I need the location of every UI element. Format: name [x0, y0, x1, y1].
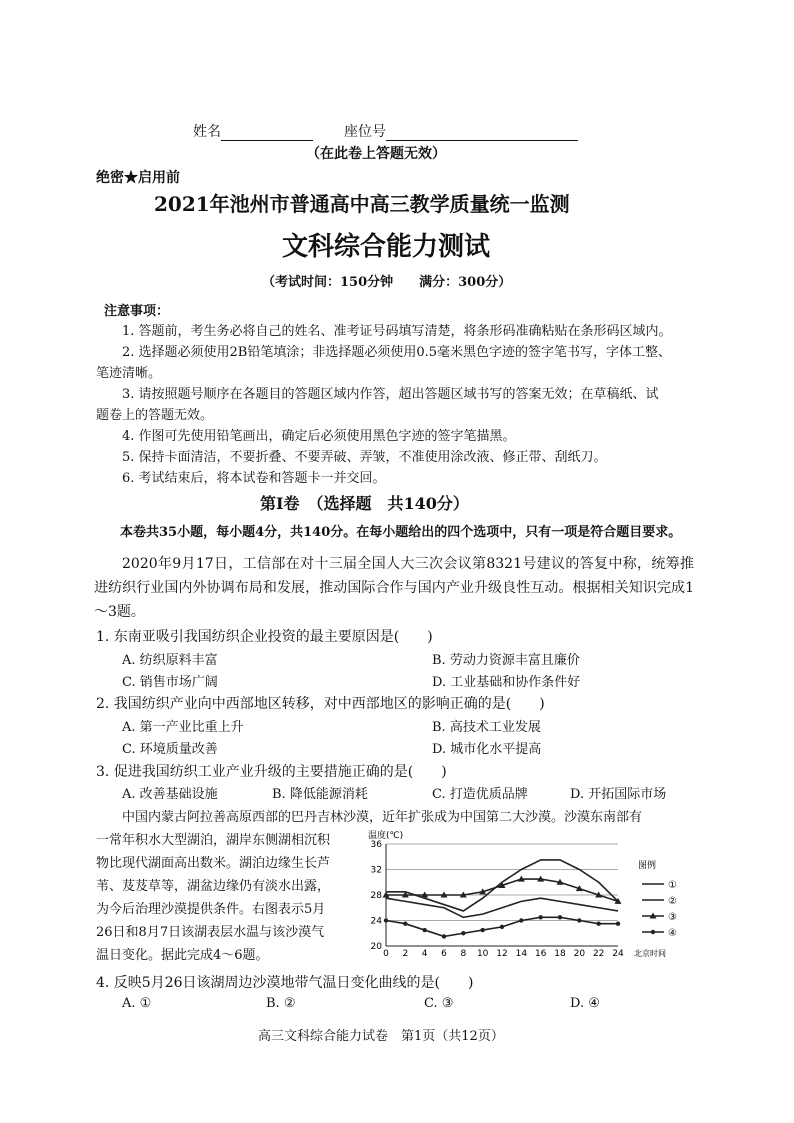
notice-item: 2. 选择题必须使用2B铅笔填涂；非选择题必须使用0.5毫米黑色字迹的签字笔书写，字体工整、 — [122, 345, 672, 360]
chart-legend-label: ④ — [668, 928, 677, 939]
chart-point — [422, 928, 426, 932]
notice-item: 题卷上的答题无效。 — [96, 408, 214, 423]
question-3-option-b[interactable]: B. 降低能源消耗 — [272, 787, 368, 802]
question-4-stem: 4. 反映5月26日该湖周边沙漠地带气温日变化曲线的是( ) — [96, 975, 474, 991]
chart-point — [558, 915, 562, 919]
temperature-chart — [362, 826, 692, 966]
question-1-option-a[interactable]: A. 纺织原料丰富 — [122, 653, 218, 668]
chart-legend-marker — [651, 930, 655, 934]
notice-item: 6. 考试结束后，将本试卷和答题卡一并交回。 — [122, 471, 386, 486]
chart-point — [538, 915, 542, 919]
page-footer: 高三文科综合能力试卷 第1页（共12页） — [258, 1029, 504, 1044]
seat-label: 座位号 — [344, 124, 386, 140]
chart-x-tick-label: 6 — [441, 949, 447, 959]
passage-lake-line: 为今后治理沙漠提供条件。右图表示5月 — [96, 902, 326, 917]
chart-x-tick-label: 10 — [476, 949, 489, 959]
question-4-option-d[interactable]: D. ④ — [570, 996, 600, 1011]
chart-x-tick-label: 16 — [534, 949, 547, 959]
chart-point — [616, 921, 620, 925]
chart-x-tick-label: 14 — [515, 949, 528, 959]
passage-lake-line: 物比现代湖面高出数米。湖泊边缘生长芦 — [96, 856, 331, 871]
chart-legend-label: ③ — [668, 912, 677, 923]
name-field[interactable] — [193, 121, 313, 141]
chart-legend-title: 图例 — [638, 861, 657, 871]
notice-item: 5. 保持卡面清洁，不要折叠、不要弄破、弄皱，不准使用涂改液、修正带、刮纸刀。 — [122, 450, 607, 465]
secret-mark: 绝密★启用前 — [96, 170, 180, 186]
question-1-option-d[interactable]: D. 工业基础和协作条件好 — [432, 675, 581, 690]
exam-info: （考试时间：150分钟 满分：300分） — [262, 275, 512, 290]
passage-lake-line: 苇、芨芨草等，湖盆边缘仍有淡水出露， — [96, 879, 331, 894]
question-3-option-a[interactable]: A. 改善基础设施 — [122, 787, 218, 802]
notice-item: 4. 作图可先使用铅笔画出，确定后必须使用黑色字迹的签字笔描黑。 — [122, 429, 516, 444]
chart-x-tick-label: 20 — [573, 949, 586, 959]
chart-point — [442, 934, 446, 938]
notice-item: 1. 答题前，考生务必将自己的姓名、准考证号码填写清楚，将条形码准确粘贴在条形码区域内。 — [122, 324, 672, 339]
chart-y-tick-label: 28 — [370, 891, 382, 901]
chart-x-tick-label: 4 — [421, 949, 428, 959]
chart-legend-label: ② — [668, 896, 677, 907]
question-3-option-c[interactable]: C. 打造优质品牌 — [432, 787, 528, 802]
passage-lake-line: 26日和8月7日该湖表层水温与该沙漠气 — [96, 925, 325, 940]
notice-item: 笔迹清晰。 — [96, 366, 162, 381]
exam-title: 2021年池州市普通高中高三教学质量统一监测 — [154, 192, 570, 216]
question-1-stem: 1. 东南亚吸引我国纺织企业投资的最主要原因是( ) — [96, 629, 433, 645]
chart-point — [384, 918, 388, 922]
chart-x-tick-label: 0 — [383, 949, 389, 959]
question-1-option-b[interactable]: B. 劳动力资源丰富且廉价 — [432, 653, 580, 668]
question-2-option-c[interactable]: C. 环境质量改善 — [122, 742, 218, 757]
seat-field[interactable] — [344, 121, 578, 141]
question-3-stem: 3. 促进我国纺织工业产业升级的主要措施正确的是( ) — [96, 764, 447, 780]
section-intro: 本卷共35小题，每小题4分，共140分。在每小题给出的四个选项中，只有一项是符合题目要求。 — [120, 525, 682, 540]
chart-point — [461, 931, 465, 935]
question-4-option-c[interactable]: C. ③ — [424, 996, 454, 1011]
question-2-stem: 2. 我国纺织产业向中西部地区转移，对中西部地区的影响正确的是( ) — [96, 696, 545, 712]
chart-x-tick-label: 12 — [496, 949, 508, 959]
question-2-option-d[interactable]: D. 城市化水平提高 — [432, 742, 542, 757]
chart-x-tick-label: 24 — [612, 949, 624, 959]
name-blank[interactable] — [221, 126, 313, 141]
question-2-option-b[interactable]: B. 高技术工业发展 — [432, 720, 541, 735]
chart-legend-label: ① — [668, 880, 677, 891]
seat-blank[interactable] — [386, 126, 578, 141]
name-label: 姓名 — [193, 124, 221, 140]
chart-y-tick-label: 36 — [370, 840, 382, 850]
chart-y-tick-label: 24 — [370, 916, 382, 927]
chart-y-tick-label: 20 — [370, 942, 382, 952]
chart-x-tick-label: 18 — [554, 949, 566, 959]
question-4-option-b[interactable]: B. ② — [266, 996, 296, 1011]
question-3-option-d[interactable]: D. 开拓国际市场 — [570, 787, 667, 802]
passage-textile: 2020年9月17日，工信部在对十三届全国人大三次会议第8321号建议的答复中称，统筹推进纺织行业国内外协调布局和发展，推动国际合作与国内产业升级良性互动。根据相关知识完成1～3题。 — [94, 556, 694, 620]
chart-series-line-2 — [386, 898, 618, 917]
chart-point — [500, 925, 504, 929]
chart-ylabel: 温度(℃) — [368, 831, 404, 841]
question-4-option-a[interactable]: A. ① — [122, 996, 152, 1011]
notice-item: 3. 请按照题号顺序在各题目的答题区域内作答，超出答题区域书写的答案无效；在草稿纸、试 — [122, 387, 659, 402]
chart-point — [596, 921, 600, 925]
notice-title: 注意事项： — [104, 304, 170, 319]
chart-y-tick-label: 32 — [370, 865, 382, 876]
question-2-option-a[interactable]: A. 第一产业比重上升 — [122, 720, 244, 735]
passage-lake-line: 温日变化。据此完成4～6题。 — [96, 948, 269, 963]
chart-point — [519, 918, 523, 922]
chart-x-tick-label: 8 — [460, 949, 467, 959]
passage-lake-first: 中国内蒙古阿拉善高原西部的巴丹吉林沙漠，近年扩张成为中国第二大沙漠。沙漠东南部有 — [122, 810, 643, 825]
invalid-note: （在此卷上答题无效） — [306, 146, 446, 162]
chart-point — [577, 918, 581, 922]
section-title: 第Ⅰ卷 （选择题 共140分） — [260, 494, 469, 513]
question-1-option-c[interactable]: C. 销售市场广阔 — [122, 675, 218, 690]
chart-xlabel: 北京时间 — [634, 949, 666, 958]
chart-x-tick-label: 22 — [592, 949, 605, 959]
chart-point — [480, 928, 484, 932]
subject-title: 文科综合能力测试 — [282, 232, 491, 262]
chart-x-tick-label: 2 — [402, 949, 409, 959]
chart-point — [403, 921, 407, 925]
passage-lake-line: 一常年积水大型湖泊，湖岸东侧湖相沉积 — [96, 833, 331, 848]
